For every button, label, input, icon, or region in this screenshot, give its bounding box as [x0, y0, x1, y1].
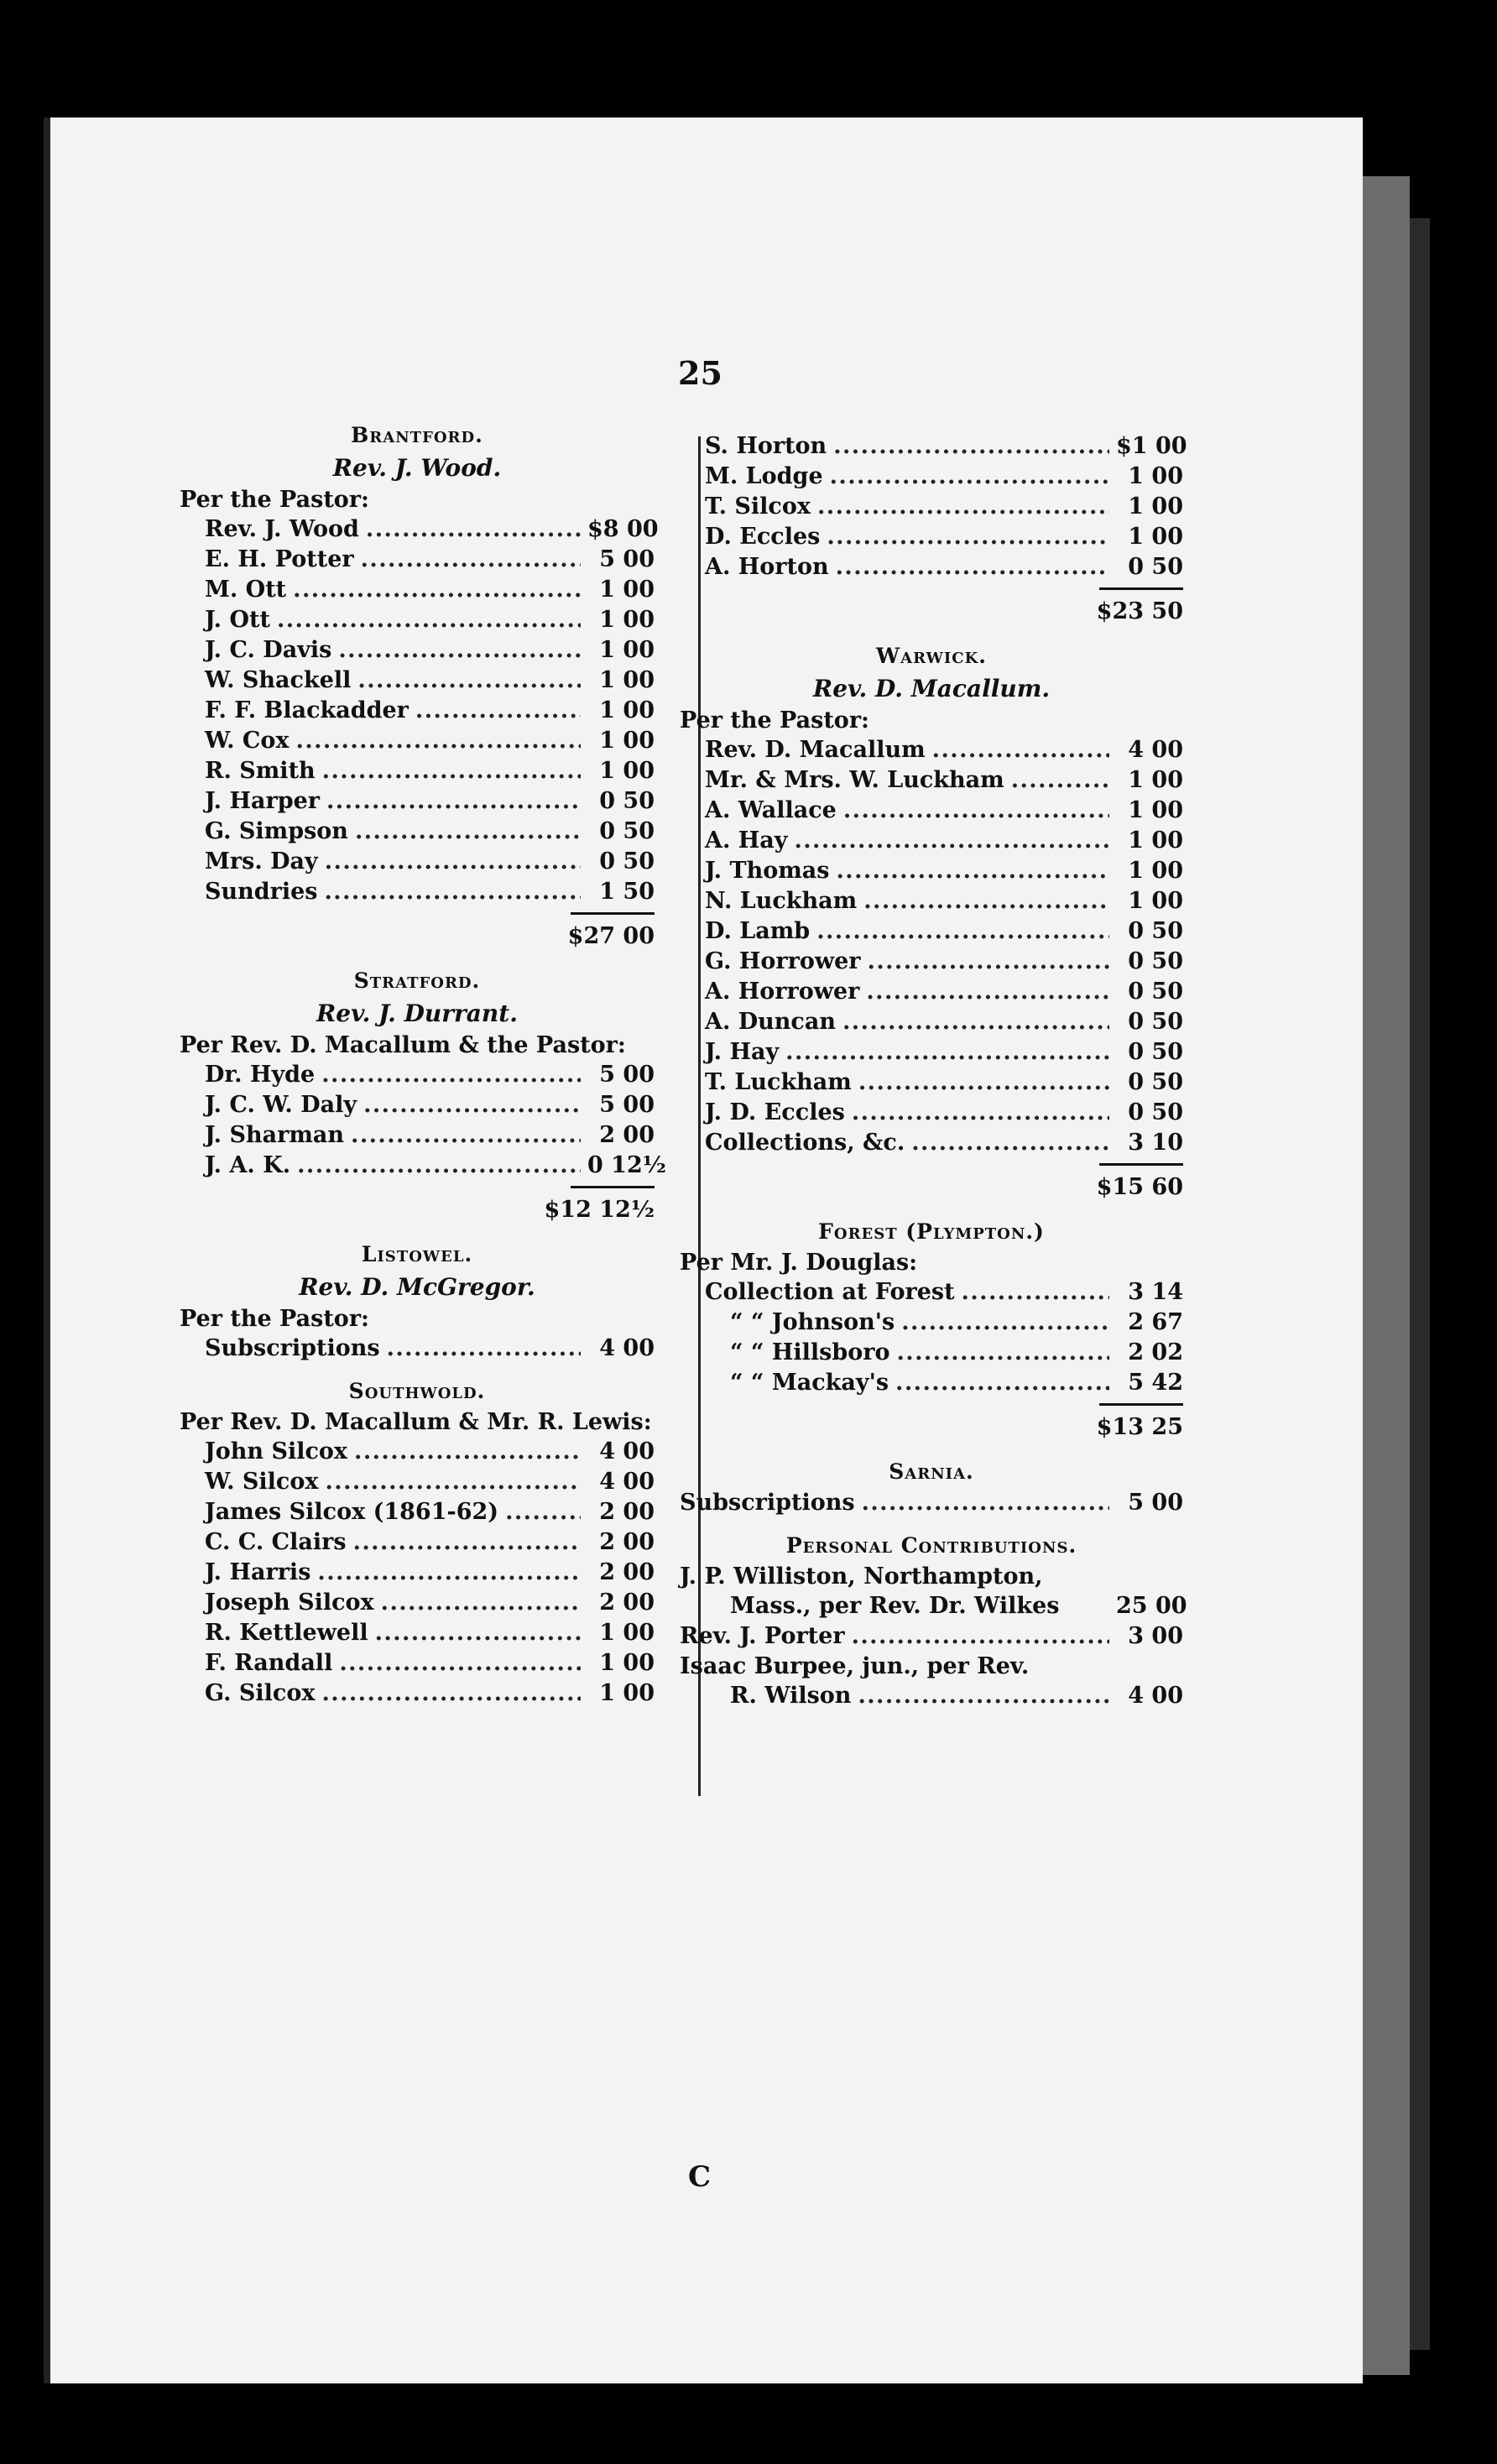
- pastor-stratford: Rev. J. Durrant.: [316, 1000, 518, 1027]
- list-item: Rev. D. Macallum . . . 4 00: [680, 735, 1183, 765]
- total-rule: [571, 1186, 655, 1188]
- list-item: James Silcox (1861-62) . . . 2 00: [180, 1497, 655, 1527]
- list-item: W. Shackell . . . 1 00: [180, 666, 655, 696]
- list-item: J. C. W. Daly . . . 5 00: [180, 1090, 655, 1120]
- list-item: D. Eccles . . . 1 00: [680, 522, 1183, 552]
- list-item: F. F. Blackadder . . . 1 00: [180, 696, 655, 726]
- list-item: J. D. Eccles . . . 0 50: [680, 1098, 1183, 1128]
- list-item: T. Luckham . . . 0 50: [680, 1068, 1183, 1098]
- list-forest: [680, 1277, 1183, 1398]
- intro-warwick: Per the Pastor:: [680, 707, 870, 733]
- list-item: S. Horton . . . $1 00: [680, 431, 1183, 462]
- list-item: Collection at Forest . . . 3 14: [680, 1277, 1183, 1308]
- list-item: J. Ott . . . 1 00: [180, 605, 655, 635]
- section-heading-warwick: Warwick.: [876, 644, 987, 668]
- list-item: A. Horrower . . . 0 50: [680, 977, 1183, 1007]
- list-item: A. Horton . . . 0 50: [680, 552, 1183, 582]
- list-item: Mrs. Day . . . 0 50: [180, 847, 655, 877]
- list-item: J. Harris . . . 2 00: [180, 1558, 655, 1588]
- list-southwold: [180, 1437, 655, 1709]
- list-item: G. Simpson . . . 0 50: [180, 817, 655, 847]
- list-item: Mr. & Mrs. W. Luckham . . . 1 00: [680, 765, 1183, 796]
- page-spine: [44, 117, 50, 2383]
- list-item: A. Hay . . . 1 00: [680, 826, 1183, 856]
- total-rule: [1099, 1403, 1183, 1406]
- total-stratford: $12 12½: [544, 1197, 655, 1223]
- left-column: [180, 420, 666, 1709]
- section-heading-brantford: Brantford.: [351, 423, 483, 447]
- list-item: John Silcox . . . 4 00: [180, 1437, 655, 1467]
- list-item: J. Sharman . . . 2 00: [180, 1120, 655, 1151]
- page-edge-shadow: [1410, 218, 1430, 2350]
- total-rule: [1099, 1163, 1183, 1166]
- list-item: M. Ott . . . 1 00: [180, 575, 655, 605]
- list-item: Rev. J. Porter . . . 3 00: [680, 1621, 1183, 1652]
- list-item: M. Lodge . . . 1 00: [680, 462, 1183, 492]
- list-item: A. Duncan . . . 0 50: [680, 1007, 1183, 1037]
- list-item: R. Smith . . . 1 00: [180, 756, 655, 786]
- list-item: D. Lamb . . . 0 50: [680, 916, 1183, 947]
- pastor-warwick: Rev. D. Macallum.: [812, 675, 1051, 702]
- list-sarnia: [680, 1488, 1183, 1518]
- intro-southwold: Per Rev. D. Macallum & Mr. R. Lewis:: [180, 1409, 652, 1435]
- pastor-brantford: Rev. J. Wood.: [332, 454, 502, 482]
- list-brantford: [180, 514, 659, 907]
- section-heading-sarnia: Sarnia.: [889, 1459, 974, 1484]
- list-item: R. Kettlewell . . . 1 00: [180, 1618, 655, 1648]
- list-item: Subscriptions . . . 5 00: [680, 1488, 1183, 1518]
- list-item: Collections, &c. . . . 3 10: [680, 1128, 1183, 1158]
- list-item: J. Harper . . . 0 50: [180, 786, 655, 817]
- list-item: Rev. J. Wood . . . $8 00: [180, 514, 655, 545]
- list-stratford: [180, 1060, 666, 1181]
- list-item: G. Silcox . . . 1 00: [180, 1678, 655, 1709]
- list-item: J. Hay . . . 0 50: [680, 1037, 1183, 1068]
- list-item: “ “ Mackay's . . . 5 42: [680, 1368, 1183, 1398]
- list-item: Subscriptions . . . 4 00: [180, 1334, 655, 1364]
- list-item: W. Silcox . . . 4 00: [180, 1467, 655, 1497]
- list-item: W. Cox . . . 1 00: [180, 726, 655, 756]
- section-heading-personal: Personal Contributions.: [785, 1533, 1077, 1558]
- intro-brantford: Per the Pastor:: [180, 487, 370, 513]
- list-item: C. C. Clairs . . . 2 00: [180, 1527, 655, 1558]
- section-heading-forest: Forest (Plympton.): [818, 1219, 1045, 1244]
- list-item: E. H. Potter . . . 5 00: [180, 545, 655, 575]
- list-listowel: [180, 1334, 655, 1364]
- section-heading-southwold: Southwold.: [348, 1379, 486, 1403]
- total-southwold: $23 50: [1096, 598, 1183, 624]
- list-item: “ “ Johnson's . . . 2 67: [680, 1308, 1183, 1338]
- williston-line1: J. P. Williston, Northampton,: [680, 1563, 1043, 1590]
- signature-mark: C: [688, 2160, 712, 2194]
- section-heading-listowel: Listowel.: [361, 1242, 473, 1266]
- list-item: “ “ Hillsboro . . . 2 02: [680, 1338, 1183, 1368]
- list-item: A. Wallace . . . 1 00: [680, 796, 1183, 826]
- page-number: 25: [678, 354, 722, 392]
- list-warwick: [680, 735, 1183, 1158]
- list-item: Dr. Hyde . . . 5 00: [180, 1060, 655, 1090]
- right-column: [680, 431, 1187, 1711]
- section-heading-stratford: Stratford.: [353, 968, 481, 993]
- list-item: R. Wilson . . . 4 00: [680, 1681, 1183, 1711]
- list-item: N. Luckham . . . 1 00: [680, 886, 1183, 916]
- list-item: Mass., per Rev. Dr. Wilkes 25 00: [730, 1593, 1187, 1619]
- list-item: F. Randall . . . 1 00: [180, 1648, 655, 1678]
- pastor-listowel: Rev. D. McGregor.: [299, 1273, 535, 1301]
- list-item: Sundries . . . 1 50: [180, 877, 655, 907]
- total-brantford: $27 00: [567, 923, 655, 949]
- total-rule: [571, 912, 655, 915]
- list-item: Joseph Silcox . . . 2 00: [180, 1588, 655, 1618]
- total-rule: [1099, 587, 1183, 590]
- page-edge: [1363, 176, 1410, 2375]
- intro-forest: Per Mr. J. Douglas:: [680, 1250, 918, 1276]
- list-item: J. Thomas . . . 1 00: [680, 856, 1183, 886]
- list-item: T. Silcox . . . 1 00: [680, 492, 1183, 522]
- list-item: J. A. K. . . . 0 12½: [180, 1151, 655, 1181]
- list-southwold-continued: [680, 431, 1187, 582]
- list-item: G. Horrower . . . 0 50: [680, 947, 1183, 977]
- total-forest: $13 25: [1096, 1414, 1183, 1440]
- list-item: J. C. Davis . . . 1 00: [180, 635, 655, 666]
- intro-listowel: Per the Pastor:: [180, 1306, 370, 1332]
- total-warwick: $15 60: [1096, 1174, 1183, 1200]
- intro-stratford: Per Rev. D. Macallum & the Pastor:: [180, 1032, 626, 1058]
- burpee-line1: Isaac Burpee, jun., per Rev.: [680, 1653, 1030, 1679]
